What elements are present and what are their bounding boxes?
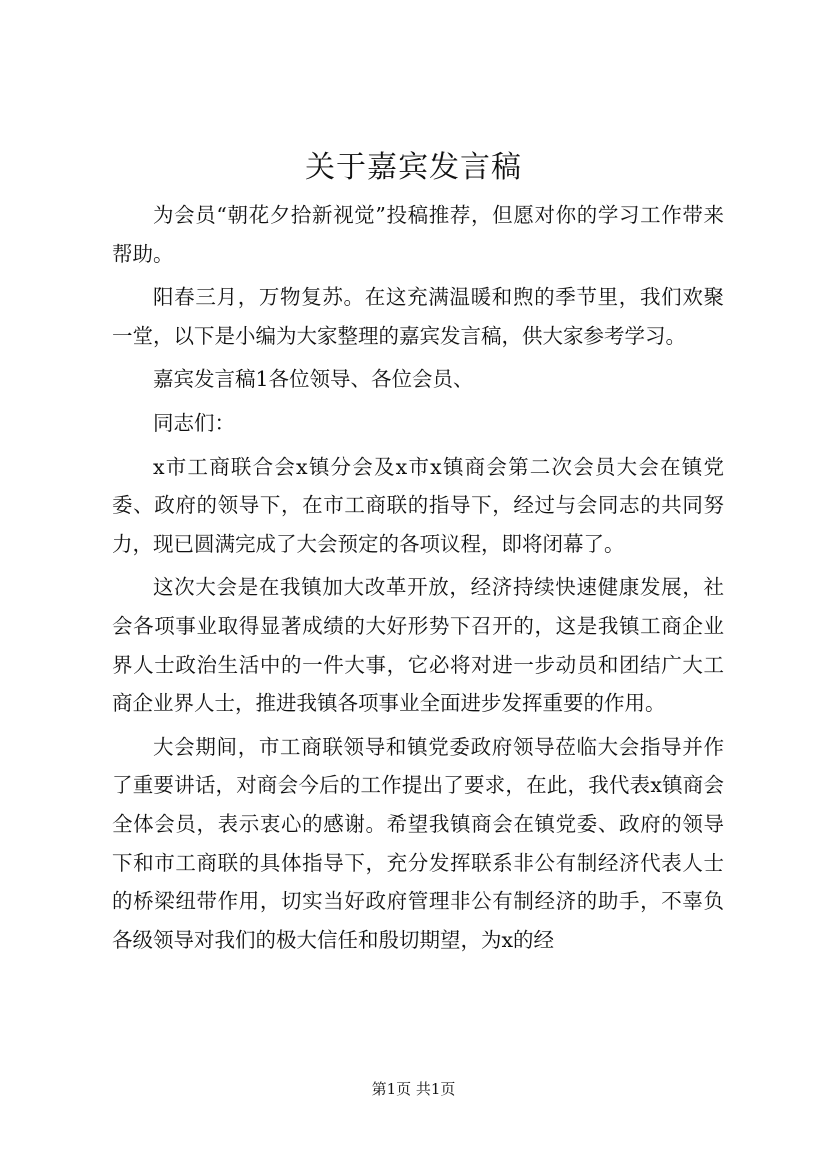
paragraph-significance: 这次大会是在我镇加大改革开放，经济持续快速健康发展，社会各项事业取得显著成绩的大好形势下召开的，这是我镇工商企业界人士政治生活中的一件大事，它必将对进一步动员和团结广大工商企业界人士，推进我镇各项事业全面进步发挥重要的作用。 (112, 575, 724, 716)
paragraph-salutation: 嘉宾发言稿1各位领导、各位会员、 (153, 367, 474, 392)
paragraph-intro: 为会员“朝花夕拾新视觉”投稿推荐，但愿对你的学习工作带来帮助。 (112, 203, 724, 266)
page-footer: 第1页 共1页 (371, 1080, 456, 1098)
document-body (112, 196, 724, 959)
paragraph-comrades: 同志们： (153, 410, 235, 435)
paragraph-thanks: 大会期间，市工商联领导和镇党委政府领导莅临大会指导并作了重要讲话，对商会今后的工作提出了要求，在此，我代表x镇商会全体会员，表示衷心的感谢。希望我镇商会在镇党委、政府的领导下和市工商联的具体指导下，充分发挥联系非公有制经济代表人士的桥梁纽带作用，切实当好政府管理非公有制经济的助手，不辜负各级领导对我们的极大信任和殷切期望，为x的经 (112, 734, 724, 952)
paragraph-spring: 阳春三月，万物复苏。在这充满温暖和煦的季节里，我们欢聚一堂，以下是小编为大家整理的嘉宾发言稿，供大家参考学习。 (112, 285, 724, 348)
document-title: 关于嘉宾发言稿 (305, 150, 522, 185)
paragraph-meeting: x市工商联合会x镇分会及x市x镇商会第二次会员大会在镇党委、政府的领导下，在市工商联的指导下，经过与会同志的共同努力，现已圆满完成了大会预定的各项议程，即将闭幕了。 (112, 454, 724, 556)
